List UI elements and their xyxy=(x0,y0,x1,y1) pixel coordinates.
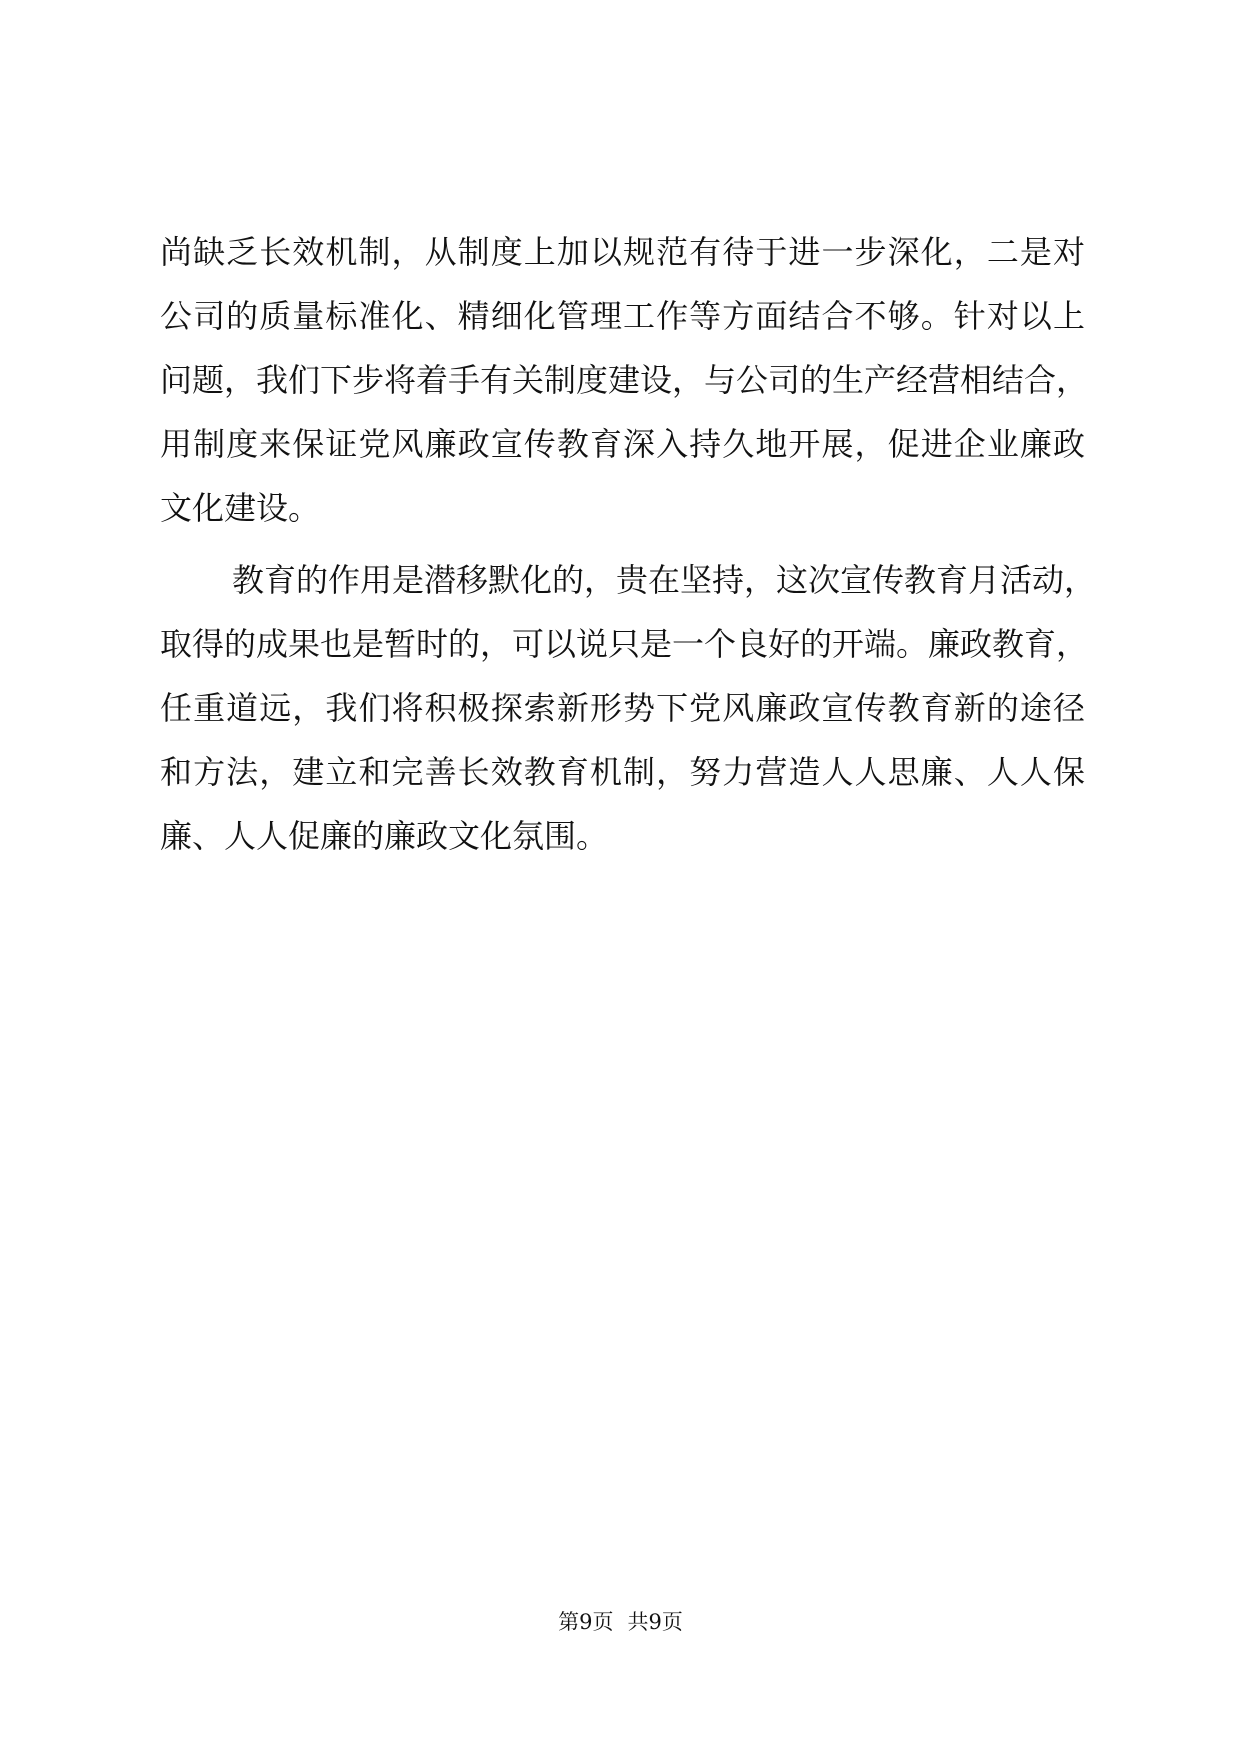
paragraph-line: 问题，我们下步将着手有关制度建设，与公司的生产经营相结合， xyxy=(160,361,1089,399)
paragraph-line: 取得的成果也是暂时的，可以说只是一个良好的开端。廉政教育， xyxy=(160,625,1089,663)
paragraph-line: 任重道远，我们将积极探索新形势下党风廉政宣传教育新的途径 xyxy=(160,689,1085,727)
paragraph-1 xyxy=(160,220,1089,540)
paragraph-line: 尚缺乏长效机制，从制度上加以规范有待于进一步深化，二是对 xyxy=(160,233,1085,271)
paragraph-line: 和方法，建立和完善长效教育机制，努力营造人人思廉、人人保 xyxy=(160,753,1085,791)
paragraph-line: 用制度来保证党风廉政宣传教育深入持久地开展，促进企业廉政 xyxy=(160,425,1085,463)
paragraph-spacer xyxy=(160,540,1085,548)
paragraph-line: 教育的作用是潜移默化的，贵在坚持，这次宣传教育月活动， xyxy=(232,561,1097,599)
page-number: 第9页 xyxy=(558,1610,614,1634)
page-footer xyxy=(0,1608,1241,1636)
page-total: 共9页 xyxy=(627,1610,683,1634)
paragraph-2 xyxy=(160,548,1097,868)
document-body xyxy=(160,220,1097,868)
paragraph-line: 公司的质量标准化、精细化管理工作等方面结合不够。针对以上 xyxy=(160,297,1085,335)
paragraph-line: 文化建设。 xyxy=(160,489,321,527)
paragraph-line: 廉、人人促廉的廉政文化氛围。 xyxy=(160,817,609,855)
